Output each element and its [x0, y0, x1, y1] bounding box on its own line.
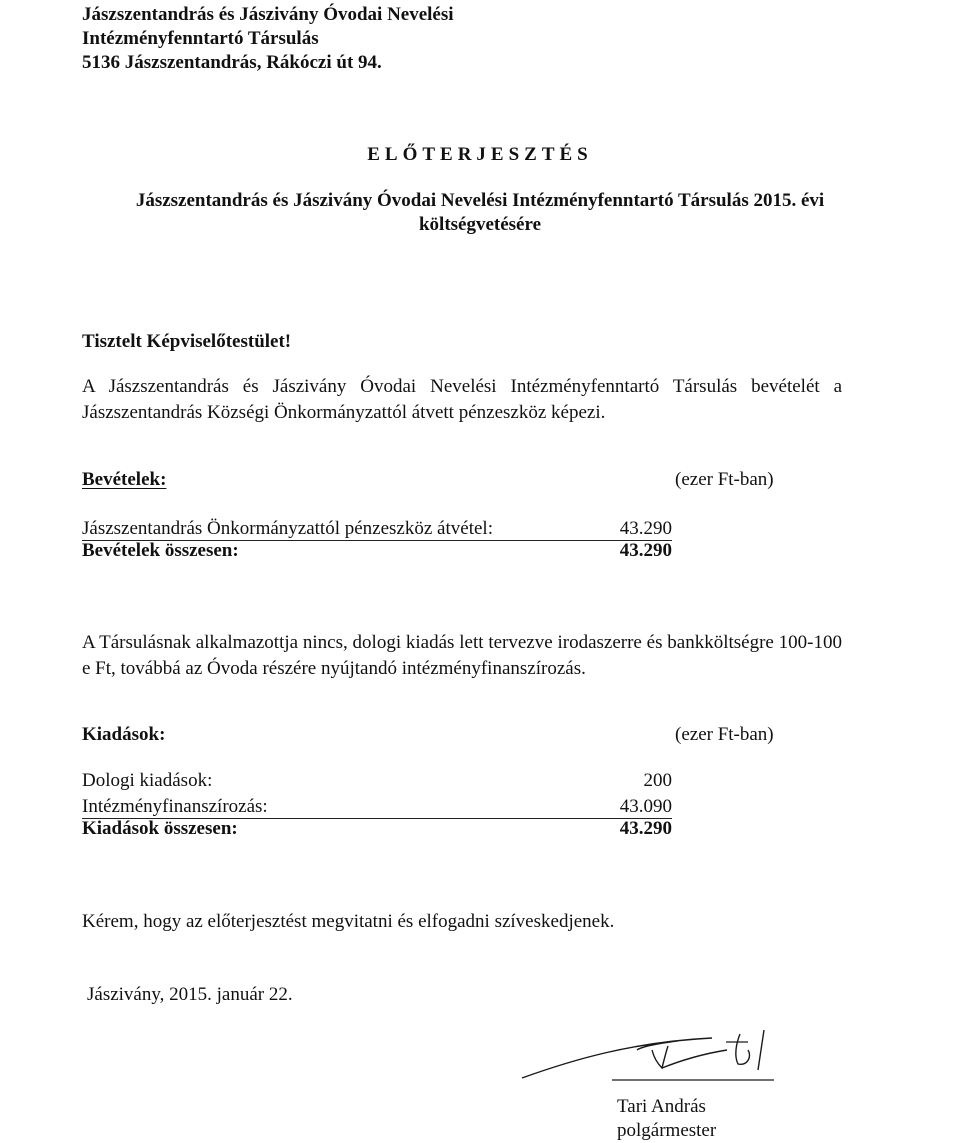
sender-line-1: Jászszentandrás és Jászivány Óvodai Nevelési: [82, 4, 454, 25]
sender-address: 5136 Jászszentandrás, Rákóczi út 94.: [82, 52, 382, 73]
closing-request: Kérem, hogy az előterjesztést megvitatni és elfogadni szíveskedjenek.: [82, 911, 615, 932]
sender-line-2: Intézményfenntartó Társulás: [82, 28, 319, 49]
income-row-label: Jászszentandrás Önkormányzattól pénzeszköz átvétel:: [82, 518, 493, 539]
expenses-total-value: 43.290: [619, 818, 672, 839]
handwritten-signature: [512, 1020, 792, 1092]
income-row-value: 43.290: [619, 518, 672, 539]
expenses-row-value: 43.090: [619, 796, 672, 817]
income-unit-label: (ezer Ft-ban): [675, 469, 774, 490]
expenses-row-value: 200: [643, 770, 672, 791]
signer-name: Tari András: [617, 1096, 706, 1117]
place-and-date: Jászivány, 2015. január 22.: [87, 984, 293, 1005]
expenses-row-label: Intézményfinanszírozás:: [82, 796, 268, 817]
intro-paragraph: A Jászszentandrás és Jászivány Óvodai Nevelési Intézményfenntartó Társulás bevételét a Jászszentandrás Községi Önkormányzattól átvett pénzeszköz képezi.: [82, 376, 842, 423]
subject-line-1: Jászszentandrás és Jászivány Óvodai Nevelési Intézményfenntartó Társulás 2015. évi: [135, 190, 825, 211]
income-total-value: 43.290: [619, 540, 672, 561]
subject-line-2: költségvetésére: [418, 214, 542, 235]
expenses-row-label: Dologi kiadások:: [82, 770, 213, 791]
expenses-heading: Kiadások:: [82, 724, 166, 745]
staff-expense-paragraph: A Társulásnak alkalmazottja nincs, dologi kiadás lett tervezve irodaszerre és bankköltségre 100-100 e Ft, továbbá az Óvoda részére nyújtandó intézményfinanszírozás.: [82, 632, 842, 679]
signer-title: polgármester: [617, 1120, 717, 1141]
salutation: Tisztelt Képviselőtestület!: [82, 331, 292, 352]
expenses-unit-label: (ezer Ft-ban): [675, 724, 774, 745]
income-total-label: Bevételek összesen:: [82, 540, 239, 561]
income-heading: Bevételek:: [82, 469, 167, 490]
document-title: ELŐTERJESZTÉS: [367, 144, 593, 165]
expenses-total-label: Kiadások összesen:: [82, 818, 238, 839]
